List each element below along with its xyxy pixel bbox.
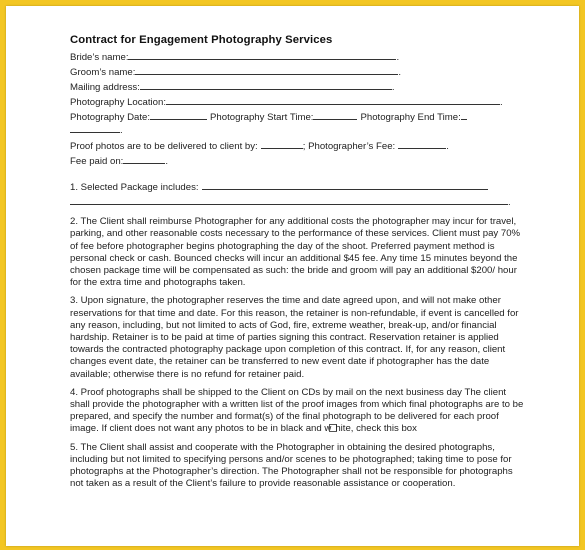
package-row-2: . <box>70 195 524 210</box>
photography-date-field[interactable] <box>150 110 207 120</box>
end-time-label: Photography End Time: <box>360 112 461 124</box>
fee-paid-row: Fee paid on: . <box>70 156 169 168</box>
package-field-2[interactable] <box>70 195 508 205</box>
date-time-row <box>70 110 524 125</box>
package-field[interactable] <box>202 180 488 190</box>
clause-3: 3. Upon signature, the photographer reserves the time and date agreed upon, and will not make other reservations for that time and date. For this reason, the retainer is non-refundable, if event is cancelled for any reason, including, but not limited to acts of God, fire, extreme weather, break-up, and/or financial hardship. Retainer is to be paid at time of parties signing this contract. Reservation retainer is applied towards the contracted photography package upon completion of this contract. If, for any reason, client changes event date, the retainer can be transferred to new event date if photographer has the date available; otherwise there is no refund for retainer paid. <box>70 295 519 380</box>
contract-body <box>70 34 524 490</box>
clause-4 <box>70 387 524 436</box>
bride-name-field[interactable] <box>128 50 396 60</box>
package-label: 1. Selected Package includes: <box>70 182 199 194</box>
mailing-address-row: Mailing address: . <box>70 82 395 94</box>
end-time-field[interactable] <box>461 110 467 120</box>
proof-delivery-label: Proof photos are to be delivered to client by: <box>70 141 258 153</box>
start-time-field[interactable] <box>313 110 357 120</box>
clause-4-text-b: hite, check this box <box>335 423 417 435</box>
photography-date-label: Photography Date: <box>70 112 151 124</box>
fee-paid-field[interactable] <box>123 154 165 164</box>
bride-name-label: Bride’s name: <box>70 52 129 64</box>
clause-4-text-a: 4. Proof photographs shall be shipped to the Client on CDs by mail on the next business day The client shall provide the photographer with a written list of the proof images from which final photographs are to be prepared, and specify the number and format(s) of the final photograph to be delivered for each proof image. If client does not want any photos to be in black and w <box>70 386 524 435</box>
proof-delivery-row: Proof photos are to be delivered to client by: ; Photographer’s Fee: . <box>70 141 449 153</box>
start-time-label: Photography Start Time: <box>210 112 314 124</box>
photography-location-row: Photography Location: . <box>70 97 503 109</box>
photographer-fee-label: Photographer’s Fee: <box>308 141 396 153</box>
mailing-address-label: Mailing address: <box>70 82 140 94</box>
package-row <box>70 180 524 195</box>
clause-5: 5. The Client shall assist and cooperate with the Photographer in obtaining the desired photographs, including but not limited to specifying persons and/or scenes to be photographed; taking time to pose for photographs at the Photographer’s direction. The Photographer shall not be responsible for photographs not taken as a result of the Client’s failure to provide reasonable assistance or cooperation. <box>70 441 513 490</box>
document-page <box>6 6 579 546</box>
time-tail-line <box>70 130 120 133</box>
photography-location-label: Photography Location: <box>70 97 167 109</box>
document-title: Contract for Engagement Photography Services <box>70 34 333 46</box>
bride-name-row: Bride’s name: . <box>70 52 400 64</box>
mailing-address-field[interactable] <box>140 80 392 90</box>
proof-delivery-field[interactable] <box>261 139 303 149</box>
groom-name-row: Groom’s name: . <box>70 67 402 79</box>
time-tail-row: . <box>70 125 524 133</box>
groom-name-field[interactable] <box>135 65 398 75</box>
photography-location-field[interactable] <box>166 95 500 105</box>
groom-name-label: Groom’s name: <box>70 67 136 79</box>
fee-paid-label: Fee paid on: <box>70 156 124 168</box>
photographer-fee-field[interactable] <box>398 139 446 149</box>
clause-2: 2. The Client shall reimburse Photographer for any additional costs the photographer may incur for travel, parking, and other reasonable costs necessary to the performance of these services. Client must pay 70% of fee before photographer begins photographing the day of the shoot. Preferred payment method is personal check or cash. Bounced checks will incur an additional $45 fee. Any time 15 minutes beyond the chosen package time will be compensated as such: the bride and groom will pay an additional $200/ hour for the extra time and photographs taken. <box>70 216 521 289</box>
